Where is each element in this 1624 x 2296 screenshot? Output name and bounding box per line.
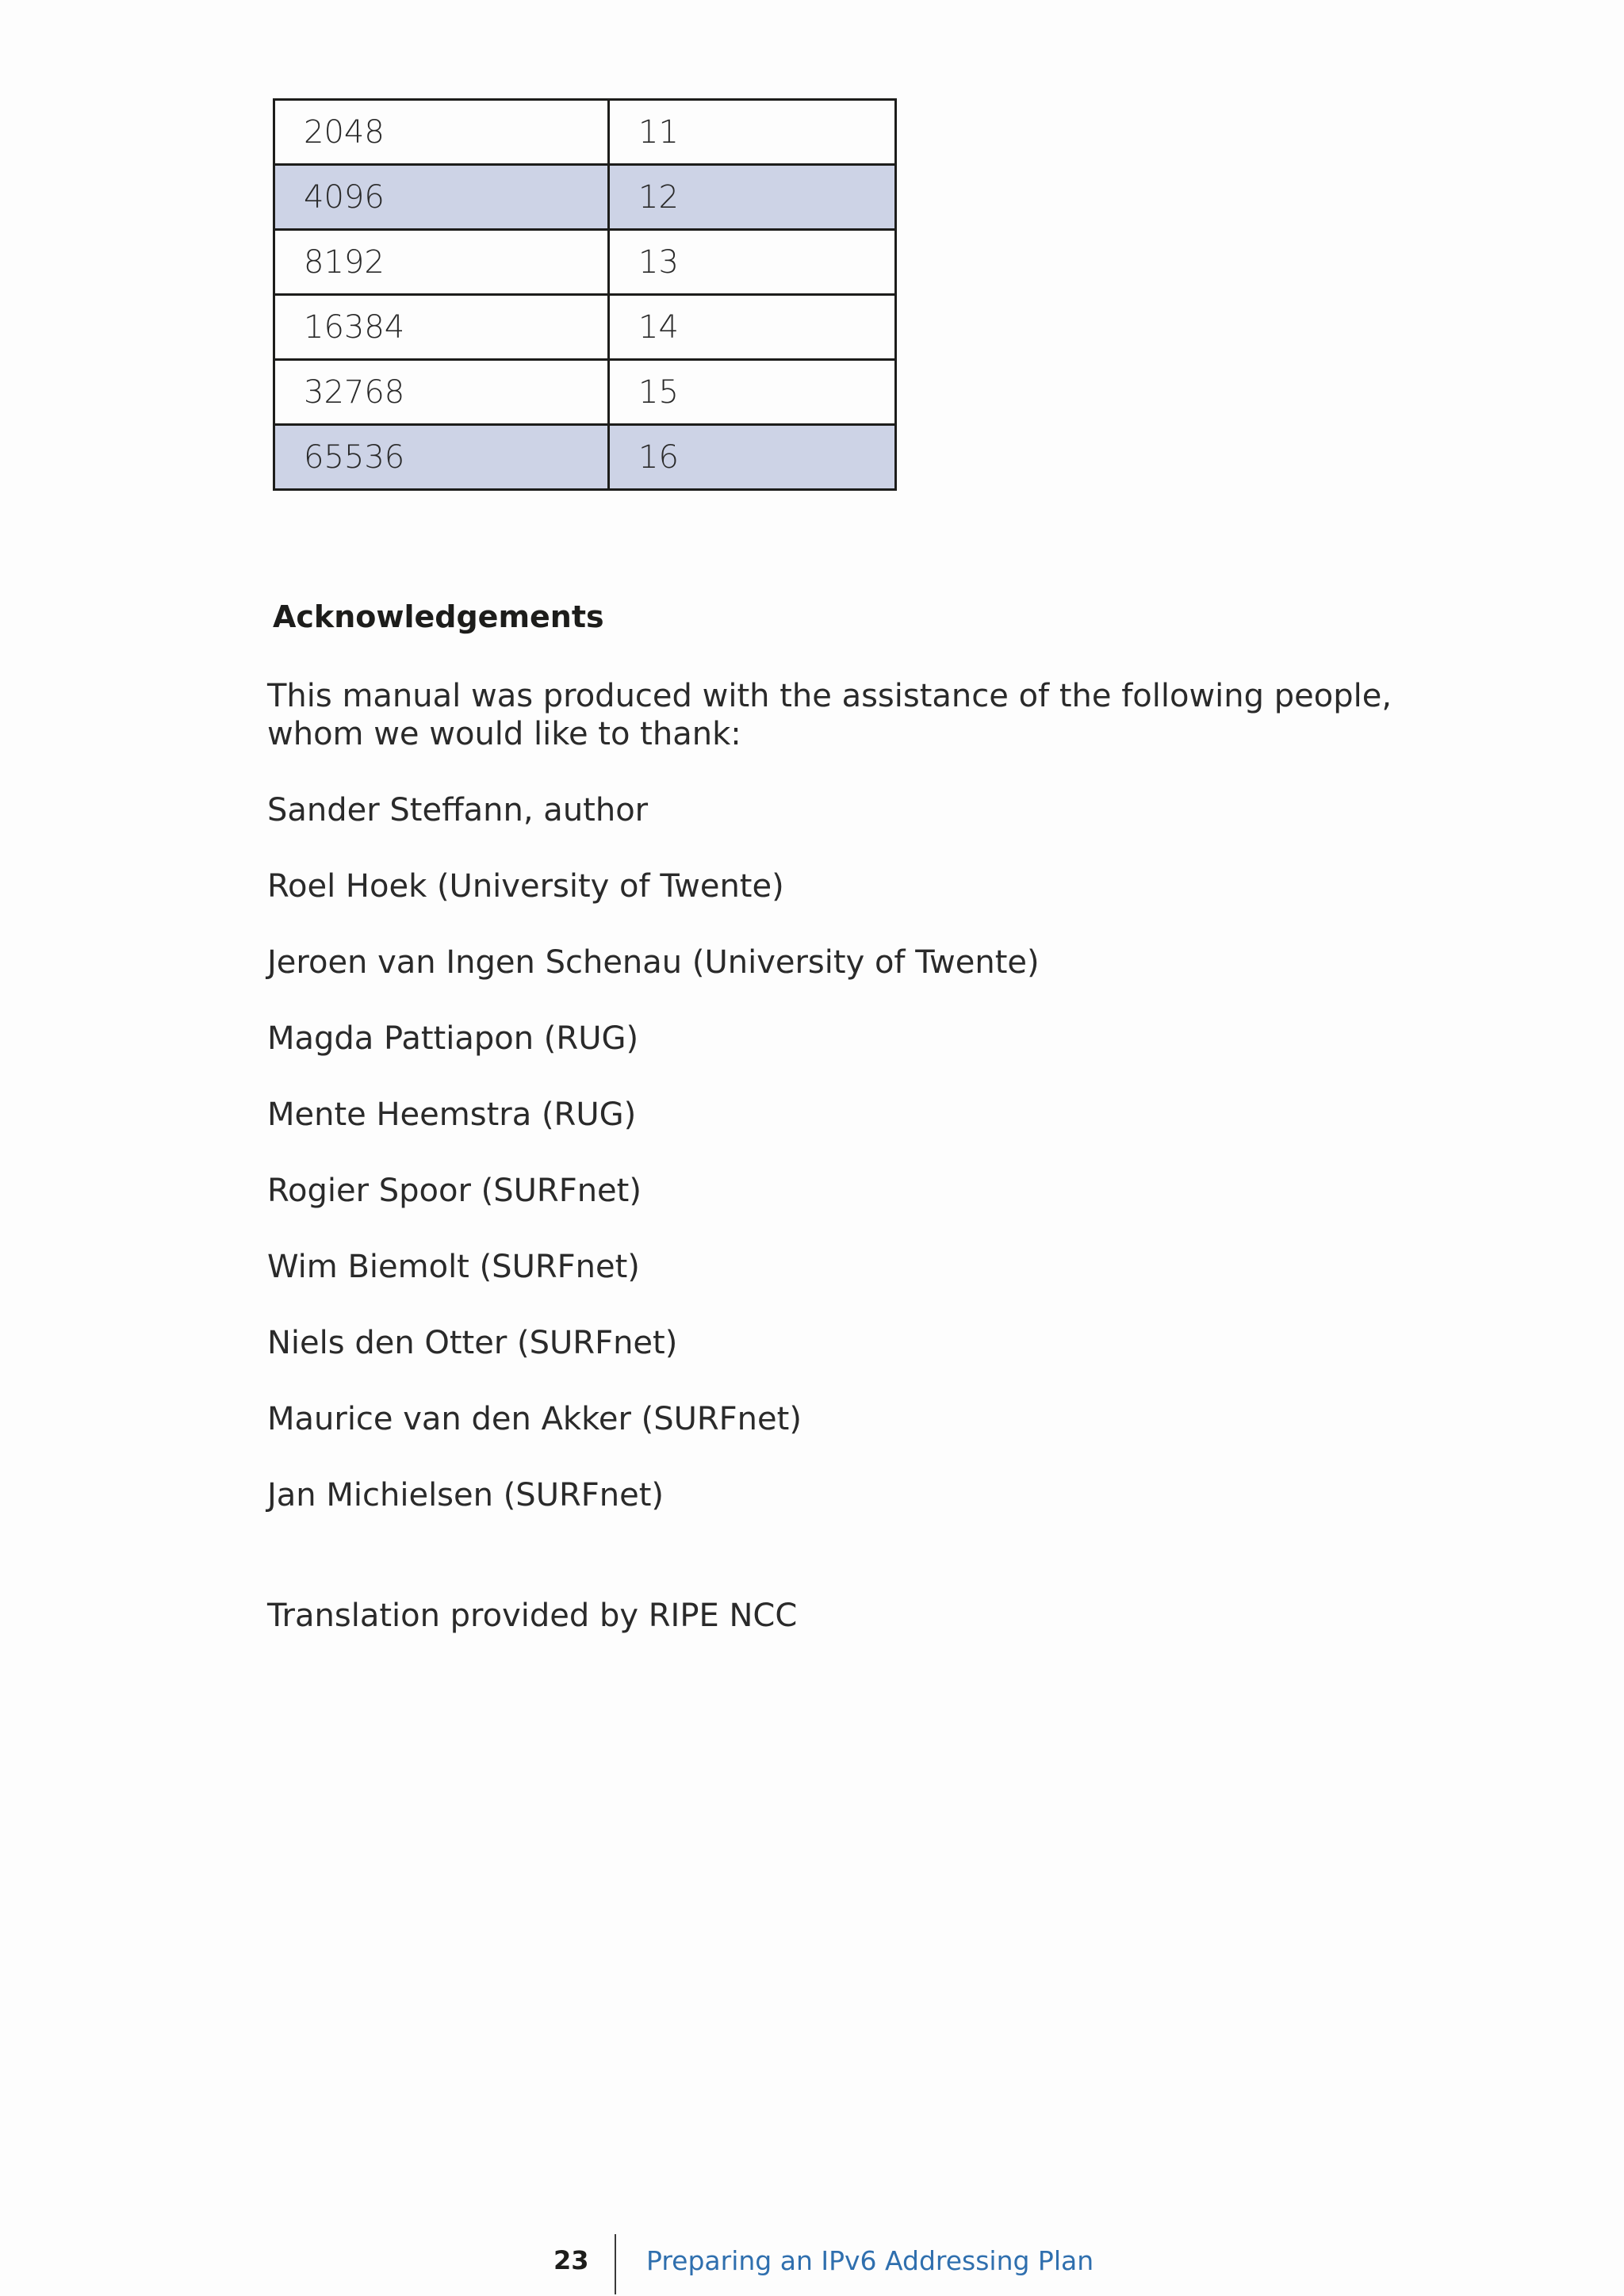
- table-cell: 16: [609, 425, 896, 490]
- list-item: Mente Heemstra (RUG): [267, 1096, 637, 1133]
- list-item: Wim Biemolt (SURFnet): [267, 1249, 640, 1285]
- table-cell: 13: [609, 230, 896, 295]
- section-heading: Acknowledgements: [273, 599, 604, 634]
- table-cell: 12: [609, 165, 896, 230]
- list-item: Roel Hoek (University of Twente): [267, 868, 784, 905]
- table-cell: 15: [609, 360, 896, 425]
- table-row: [274, 360, 896, 425]
- intro-paragraph: This manual was produced with the assistance of the following people, whom we would like to thank:: [267, 678, 1392, 752]
- table-row: [274, 295, 896, 360]
- table-cell: 14: [609, 295, 896, 360]
- table-cell: 11: [609, 100, 896, 165]
- table-row: [274, 230, 896, 295]
- translation-credit: Translation provided by RIPE NCC: [267, 1598, 798, 1634]
- list-item: Niels den Otter (SURFnet): [267, 1325, 678, 1361]
- list-item: Jan Michielsen (SURFnet): [267, 1477, 665, 1513]
- table-row: [274, 165, 896, 230]
- table-row: [274, 425, 896, 490]
- table-cell: 16384: [274, 295, 609, 360]
- data-table: [273, 98, 897, 491]
- table-cell: 8192: [274, 230, 609, 295]
- list-item: Jeroen van Ingen Schenau (University of Twente): [267, 944, 1040, 981]
- footer-document-title: Preparing an IPv6 Addressing Plan: [646, 2245, 1094, 2276]
- table-cell: 4096: [274, 165, 609, 230]
- list-item: Rogier Spoor (SURFnet): [267, 1173, 642, 1209]
- list-item: Sander Steffann, author: [267, 792, 649, 828]
- page-number: 23: [553, 2245, 589, 2275]
- table-cell: 65536: [274, 425, 609, 490]
- table-cell: 2048: [274, 100, 609, 165]
- table-cell: 32768: [274, 360, 609, 425]
- list-item: Maurice van den Akker (SURFnet): [267, 1401, 802, 1437]
- list-item: Magda Pattiapon (RUG): [267, 1020, 639, 1057]
- acknowledged-people-list: [267, 791, 1040, 1552]
- footer-divider: [615, 2234, 616, 2294]
- table-row: [274, 100, 896, 165]
